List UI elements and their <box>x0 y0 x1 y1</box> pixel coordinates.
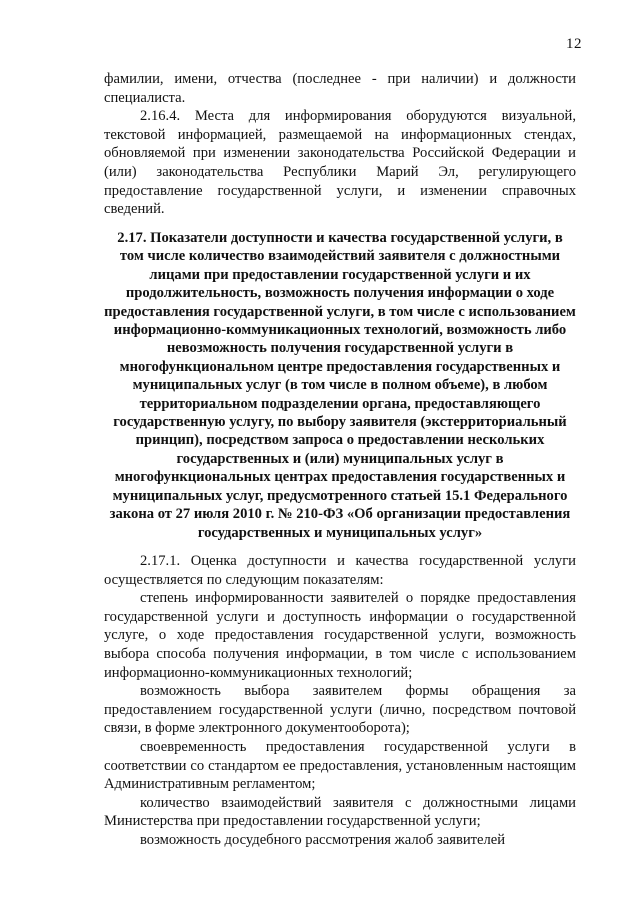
bottom-text-block <box>104 552 576 850</box>
indicator-item-timeliness: своевременность предоставления государственной услуги в соответствии со стандартом ее предоставления, установленным настоящим Административным регламентом; <box>104 738 576 793</box>
continuation-paragraph: фамилии, имени, отчества (последнее - при наличии) и должности специалиста. <box>104 71 576 106</box>
indicator-item-informedness: степень информированности заявителей о порядке предоставления государственной услуги и доступность информации о государственной услуге, о ходе предоставления государственной услуги, возможность выбора способа получения информации, в том числе с использованием информационно-коммуникационных технологий; <box>104 590 576 681</box>
section-heading-2-17: 2.17. Показатели доступности и качества государственной услуги, в том числе количество взаимодействий заявителя с должностными лицами при предоставлении государственной услуги и их продолжительность, возможность получения информации о ходе предоставления государственной услуги, в том числе с использованием информационно-коммуникационных технологий, возможность либо невозможность получения государственной услуги в многофункциональном центре предоставления государственных и муниципальных услуг (в том числе в полном объеме), в любом территориальном подразделении органа, предоставляющего государственную услугу, по выбору заявителя (экстерриториальный принцип), посредством запроса о предоставлении нескольких государственных и (или) муниципальных услуг в многофункциональных центрах предоставления государственных и муниципальных услуг, предусмотренного статьей 15.1 Федерального закона от 27 июля 2010 г. № 210-ФЗ «Об организации предоставления государственных и муниципальных услуг» <box>104 230 576 541</box>
page-number: 12 <box>566 36 582 52</box>
paragraph-2-16-4: 2.16.4. Места для информирования оборудуются визуальной, текстовой информацией, размещаемой на информационных стендах, обновляемой при изменении законодательства Российской Федерации и (или) законодательства Республики Марий Эл, регулирующего предоставление государственной услуги, и изменении справочных сведений. <box>104 108 576 218</box>
indicator-item-appeals: возможность досудебного рассмотрения жалоб заявителей <box>140 831 506 848</box>
indicator-item-choice-of-form: возможность выбора заявителем формы обращения за предоставлением государственной услуги (лично, посредством почтовой связи, в форме электронного документооборота); <box>104 683 576 737</box>
paragraph-2-17-1: 2.17.1. Оценка доступности и качества государственной услуги осуществляется по следующим показателям: <box>104 553 576 588</box>
top-text-block <box>104 70 576 219</box>
indicator-item-interactions: количество взаимодействий заявителя с должностными лицами Министерства при предоставлении государственной услуги; <box>104 794 576 830</box>
